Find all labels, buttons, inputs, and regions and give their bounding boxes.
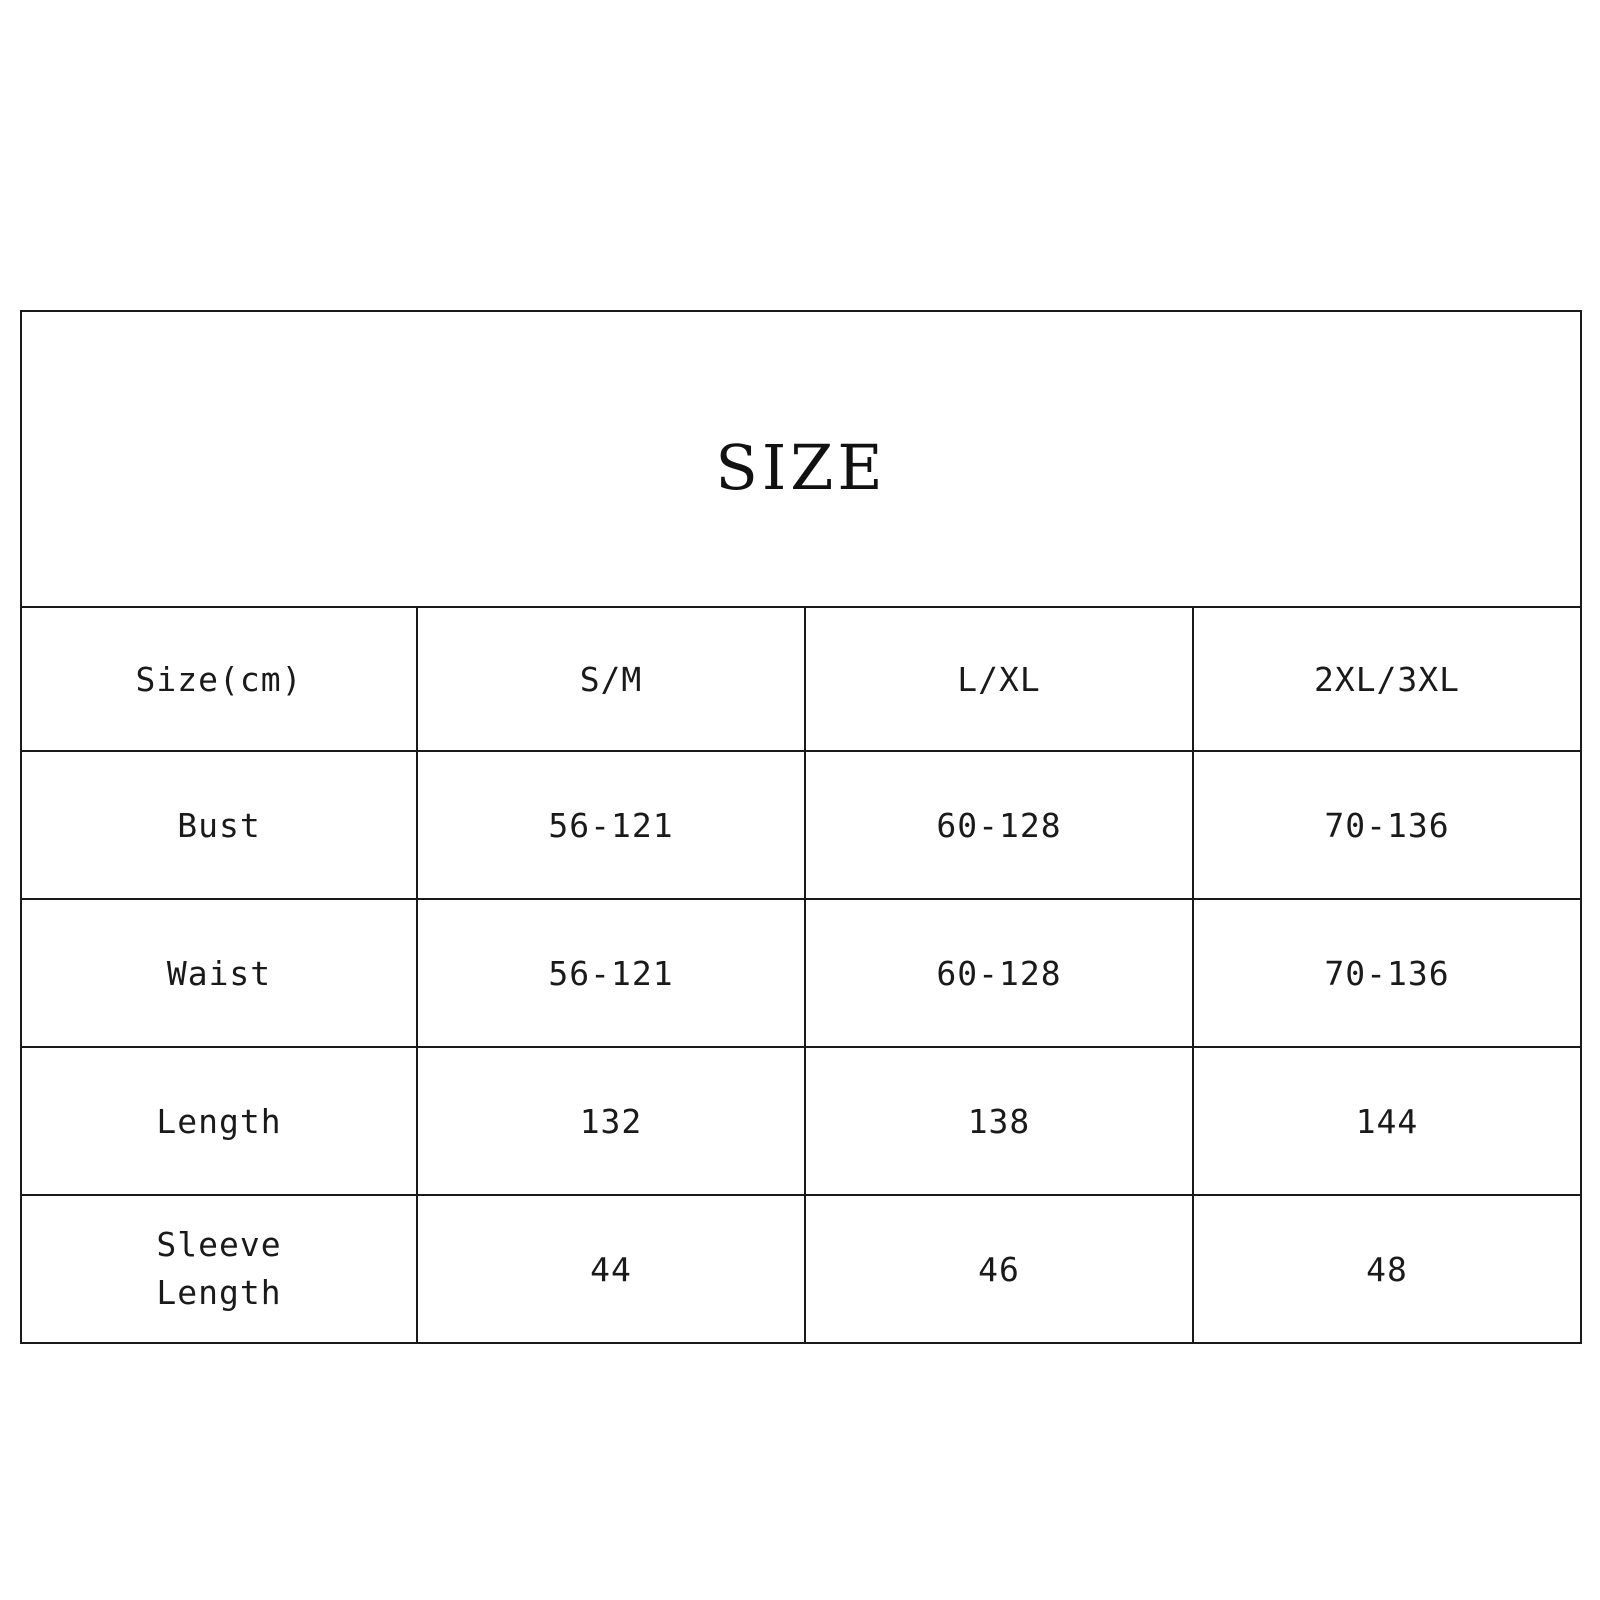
- table-title-row: [21, 311, 1581, 607]
- cell-length-sm: 132: [417, 1047, 805, 1195]
- table-row: [21, 1195, 1581, 1343]
- table-row: [21, 1047, 1581, 1195]
- row-label-sleeve-length: [21, 1195, 417, 1343]
- table-header-row: [21, 607, 1581, 751]
- row-label-waist: Waist: [21, 899, 417, 1047]
- size-chart-table: [20, 310, 1582, 1344]
- page-title: SIZE: [715, 431, 887, 504]
- cell-length-2xl3xl: 144: [1193, 1047, 1581, 1195]
- row-label-sleeve-line1: Sleeve: [156, 1225, 282, 1265]
- cell-sleeve-lxl: 46: [805, 1195, 1193, 1343]
- cell-bust-sm: 56-121: [417, 751, 805, 899]
- column-header-lxl: L/XL: [805, 607, 1193, 751]
- cell-waist-lxl: 60-128: [805, 899, 1193, 1047]
- cell-waist-2xl3xl: 70-136: [1193, 899, 1581, 1047]
- row-label-length: Length: [21, 1047, 417, 1195]
- row-label-sleeve-line2: Length: [156, 1273, 282, 1312]
- cell-waist-sm: 56-121: [417, 899, 805, 1047]
- chart-title-cell: [21, 311, 1581, 607]
- column-header-sm: S/M: [417, 607, 805, 751]
- row-label-bust: Bust: [21, 751, 417, 899]
- cell-sleeve-sm: 44: [417, 1195, 805, 1343]
- cell-bust-2xl3xl: 70-136: [1193, 751, 1581, 899]
- cell-bust-lxl: 60-128: [805, 751, 1193, 899]
- column-header-2xl3xl: 2XL/3XL: [1193, 607, 1581, 751]
- cell-length-lxl: 138: [805, 1047, 1193, 1195]
- cell-sleeve-2xl3xl: 48: [1193, 1195, 1581, 1343]
- table-row: [21, 899, 1581, 1047]
- size-chart-container: [20, 310, 1580, 1344]
- table-row: [21, 751, 1581, 899]
- column-header-size: Size(cm): [21, 607, 417, 751]
